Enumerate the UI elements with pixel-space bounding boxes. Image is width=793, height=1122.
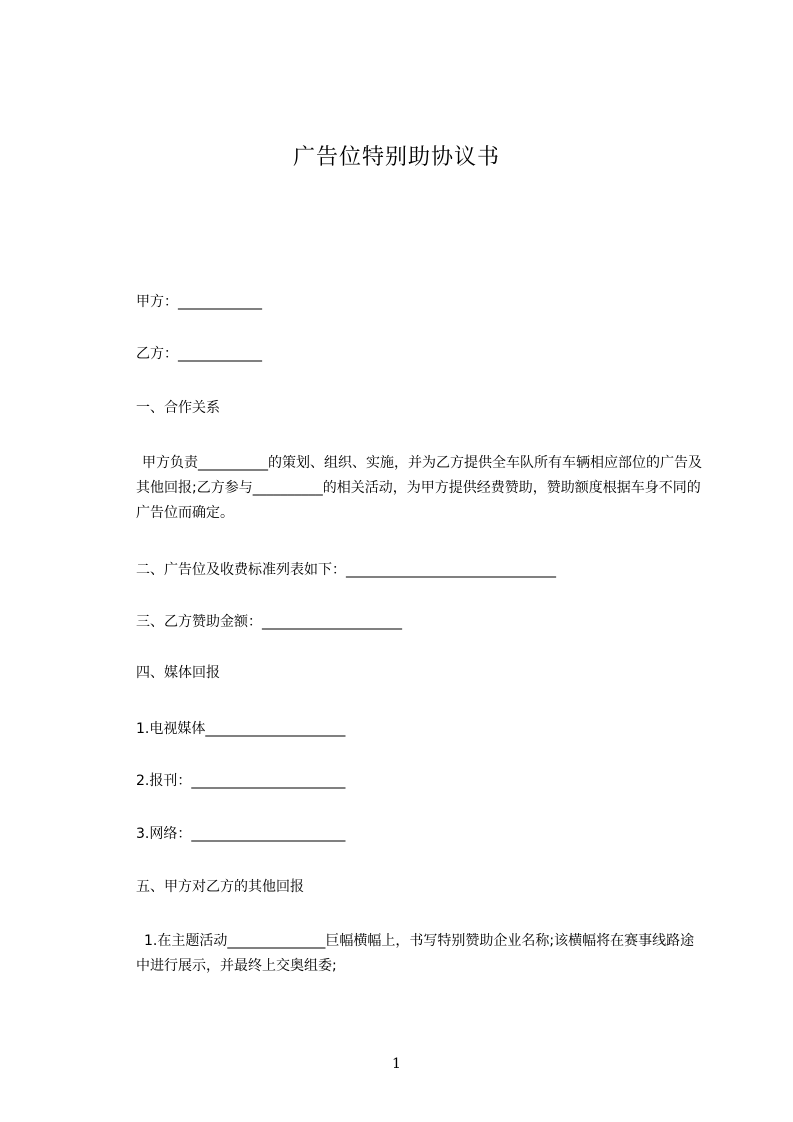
section-3-line: 三、乙方赞助金额：____________________ <box>136 614 402 630</box>
section-5-item-1: 1.在主题活动______________巨幅横幅上，书写特别赞助企业名称;该横幅将在赛事线路途中进行展示，并最终上交奥组委; <box>136 933 695 974</box>
media-item-tv: 1.电视媒体____________________ <box>136 721 346 737</box>
document-title: 广告位特别助协议书 <box>292 145 500 170</box>
section-4-heading: 四、媒体回报 <box>136 665 220 681</box>
section-1-heading: 一、合作关系 <box>136 400 220 416</box>
section-2-line: 二、广告位及收费标准列表如下：______________________________ <box>136 562 556 578</box>
page-number: 1 <box>392 1056 401 1072</box>
section-1-body: 甲方负责__________的策划、组织、实施，并为乙方提供全车队所有车辆相应部位的广告及其他回报;乙方参与__________的相关活动，为甲方提供经费赞助，赞助额度根据车身不同的广告位而确定。 <box>136 455 702 521</box>
section-5-heading: 五、甲方对乙方的其他回报 <box>136 879 304 895</box>
media-item-web: 3.网络：______________________ <box>136 826 346 842</box>
party-b-line: 乙方：____________ <box>136 346 262 362</box>
party-a-line: 甲方：____________ <box>136 294 262 310</box>
media-item-press: 2.报刊：______________________ <box>136 773 346 789</box>
